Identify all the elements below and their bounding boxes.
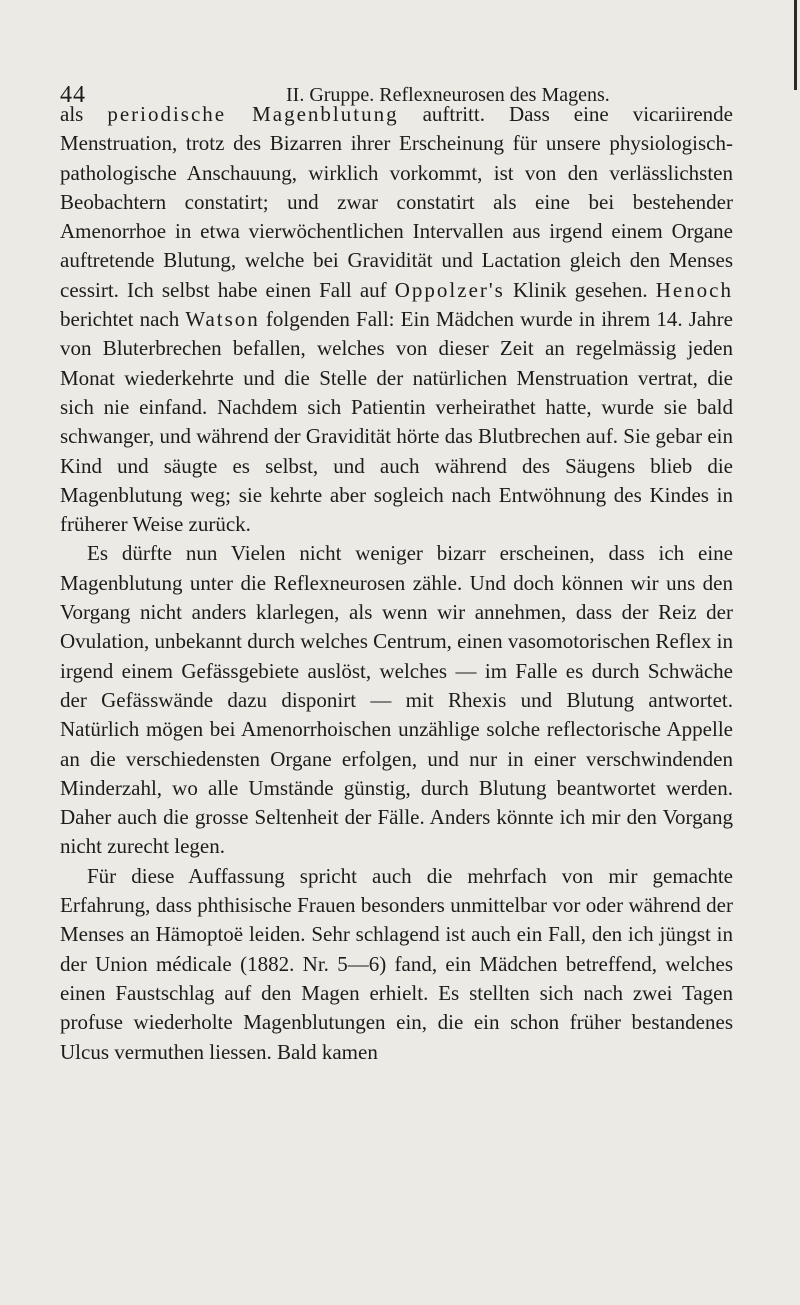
emphasized-term: periodische Magenblutung: [107, 102, 399, 126]
text-segment: als: [60, 102, 108, 126]
body-text: [60, 100, 733, 1067]
text-segment: Klinik gesehen.: [504, 277, 656, 302]
text-segment: Für diese Auffassung spricht auch die mehrfach von mir gemachte Erfahrung, dass phthisische Frauen besonders unmittelbar vor oder während der Menses an Hämoptoë leiden. Sehr schlagend ist auch ein Fall, den ich jüngst in der Union médicale (1882. Nr. 5—6) fand, ein Mädchen betreffend, welches einen Faustschlag auf den Magen erhielt. Es stellten sich nach zwei Tagen profuse wiederholte Magenblutungen ein, die ein schon früher bestandenes Ulcus vermuthen liessen. Bald kamen: [60, 863, 733, 1064]
text-segment: folgenden Fall: Ein Mädchen wurde in ihrem 14. Jahre von Bluterbrechen befallen, welches von dieser Zeit an regelmässig jeden Monat wiederkehrte und die Stelle der natürlichen Menstruation vertrat, die sich nie einfand. Nachdem sich Patientin verheirathet hatte, wurde sie bald schwanger, und während der Gravidität hörte das Blutbrechen auf. Sie gebar ein Kind und säugte es selbst, und auch während des Säugens blieb die Magenblutung weg; sie kehrte aber sogleich nach Entwöhnung des Kindes in früherer Weise zurück.: [60, 307, 733, 537]
page-edge-mark: [794, 0, 797, 90]
page-number: 44: [60, 82, 86, 108]
paragraph: [60, 100, 733, 539]
text-segment: berichtet nach: [60, 307, 186, 332]
text-segment: auftritt. Dass eine vicariirende Menstruation, trotz des Bizarren ihrer Erscheinung für unsere physiologisch-pathologische Anschauung, wirklich vorkommt, ist von den verlässlichsten Beobachtern constatirt; und zwar constatirt als eine bei bestehender Amenorrhoe in etwa vierwöchentlichen Intervallen aus irgend einem Organe auftretende Blutung, welche bei Gravidität und Lactation gleich den Menses cessirt. Ich selbst habe einen Fall auf: [60, 102, 733, 302]
author-name: Watson: [185, 307, 260, 332]
author-name: Henoch: [655, 277, 733, 302]
text-segment: Es dürfte nun Vielen nicht weniger bizarr erscheinen, dass ich eine Magenblutung unter die Reflexneurosen zähle. Und doch können wir uns den Vorgang nicht anders klarlegen, als wenn wir annehmen, dass der Reiz der Ovulation, unbekannt durch welches Centrum, einen vasomotorischen Reflex in irgend einem Gefässgebiete auslöst, welches — im Falle es durch Schwäche der Gefässwände dazu disponirt — mit Rhexis und Blutung antwortet. Natürlich mögen bei Amenorrhoischen unzählige solche reflectorische Appelle an die verschiedensten Organe erfolgen, und nur in einer verschwindenden Minderzahl, wo alle Umstände günstig, durch Blutung beantwortet werden. Daher auch die grosse Seltenheit der Fälle. Anders könnte ich mir den Vorgang nicht zurecht legen.: [60, 541, 733, 859]
author-name: Oppolzer's: [394, 277, 505, 302]
running-title: II. Gruppe. Reflexneurosen des Magens.: [286, 84, 610, 106]
paragraph: [60, 539, 733, 861]
paragraph: [60, 862, 733, 1067]
